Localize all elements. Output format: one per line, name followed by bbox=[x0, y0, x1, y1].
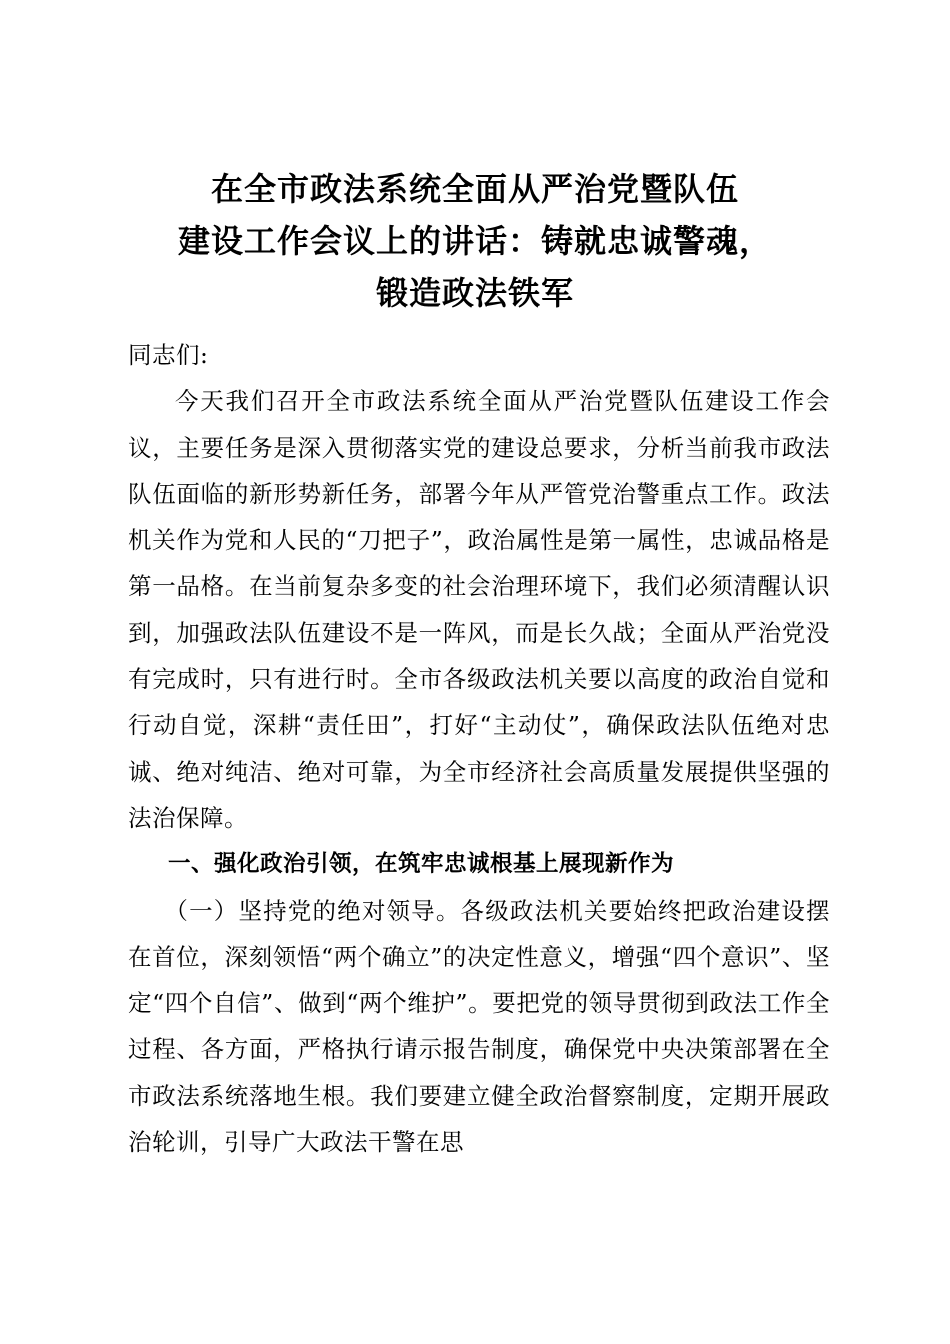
intro-paragraph: 今天我们召开全市政法系统全面从严治党暨队伍建设工作会议，主要任务是深入贯彻落实党的建设总要求，分析当前我市政法队伍面临的新形势新任务，部署今年从严管党治警重点工作。政法机关作为党和人民的“刀把子”，政治属性是第一属性，忠诚品格是第一品格。在当前复杂多变的社会治理环境下，我们必须清醒认识到，加强政法队伍建设不是一阵风，而是长久战；全面从严治党没有完成时，只有进行时。全市各级政法机关要以高度的政治自觉和行动自觉，深耕“责任田”，打好“主动仗”，确保政法队伍绝对忠诚、绝对纯洁、绝对可靠，为全市经济社会高质量发展提供坚强的法治保障。 bbox=[128, 387, 830, 832]
document-body bbox=[128, 332, 830, 1165]
greeting: 同志们: bbox=[128, 341, 209, 369]
title-line-1: 在全市政法系统全面从严治党暨队伍 bbox=[210, 170, 739, 208]
title-line-3: 锻造政法铁军 bbox=[375, 274, 574, 312]
section-paragraph: （一）坚持党的绝对领导。各级政法机关要始终把政治建设摆在首位，深刻领悟“两个确立”的决定性意义，增强“四个意识”、坚定“四个自信”、做到“两个维护”。要把党的领导贯彻到政法工作全过程、各方面，严格执行请示报告制度，确保党中央决策部署在全市政法系统落地生根。我们要建立健全政治督察制度，定期开展政治轮训，引导广大政法干警在思 bbox=[128, 896, 830, 1157]
document-title bbox=[120, 163, 830, 319]
title-line-2: 建设工作会议上的讲话：铸就忠诚警魂， bbox=[177, 222, 772, 260]
section-heading: 一、强化政治引领，在筑牢忠诚根基上展现新作为 bbox=[168, 851, 675, 878]
